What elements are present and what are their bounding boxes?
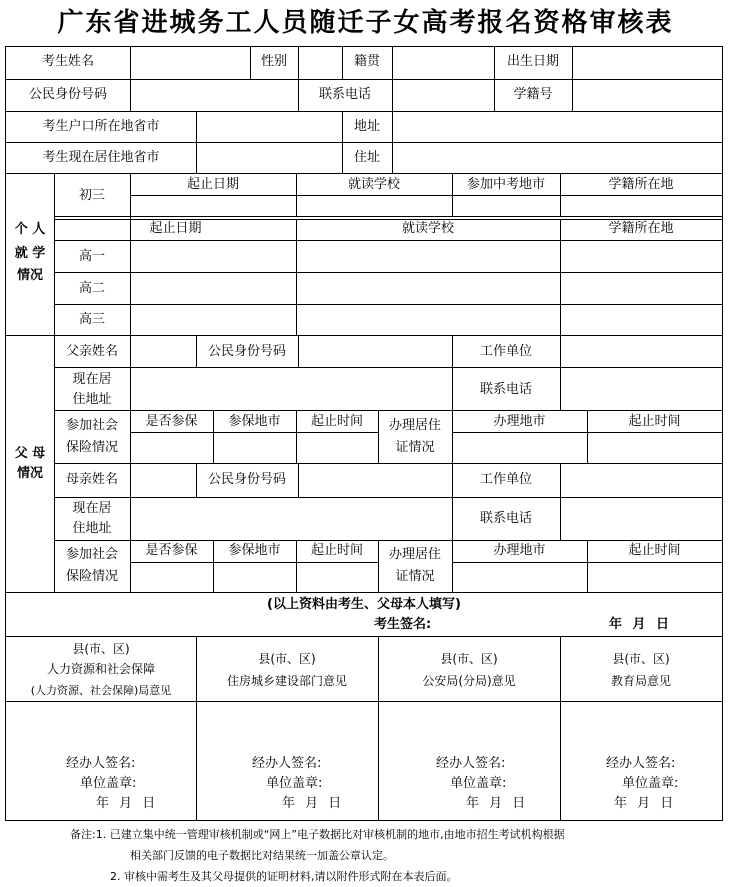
dept4-date: 年 月 日 [614,796,674,811]
grid-line [130,432,379,433]
dept1-handler: 经办人签名: [66,756,136,771]
grid-line [54,463,723,464]
senior-header-record-place: 学籍所在地 [608,221,674,236]
grid-line [5,636,723,637]
dept3-line2: 公安局(分局)意见 [422,674,516,688]
grid-line [5,142,723,143]
grid-line [54,497,723,498]
signature-date: 年 月 日 [609,617,670,632]
label-mother-permit-period: 起止时间 [628,543,681,558]
section-parents-line2: 情况 [16,466,43,481]
label-father-address-2: 住地址 [72,392,112,407]
label-senior-3: 高三 [78,312,105,327]
junior-header-record-place: 学籍所在地 [608,177,674,192]
dept4-line2: 教育局意见 [610,674,671,688]
form-title: 广东省进城务工人员随迁子女高考报名资格审核表 [57,8,674,38]
note-1-continued: 相关部门反馈的电子数据比对结果统一加盖公章认定。 [130,849,394,862]
label-name: 考生姓名 [41,54,94,69]
grid-line [54,540,723,541]
grid-line [54,410,723,411]
grid-line [392,111,393,174]
grid-line [5,173,723,174]
dept4-handler: 经办人签名: [606,756,676,771]
label-phone: 联系电话 [318,87,371,102]
label-mother-processing-city: 办理地市 [493,543,546,558]
dept2-handler: 经办人签名: [252,756,322,771]
note-2: 2. 审核中需考生及其父母提供的证明材料,请以附件形式附在本表后面。 [110,870,458,883]
dept3-seal: 单位盖章: [450,776,507,791]
label-mother-name: 母亲姓名 [65,472,118,487]
dept1-seal: 单位盖章: [80,776,137,791]
grid-line [54,272,723,273]
junior-header-school: 就读学校 [347,177,400,192]
label-gender: 性别 [260,54,287,69]
label-father-permit-1: 办理居住 [388,418,441,433]
label-father-insured: 是否参保 [145,414,198,429]
grid-line [572,46,573,112]
grid-line [5,820,723,821]
grid-line [5,592,723,593]
label-mother-address-2: 住地址 [72,521,112,536]
label-mother-insurance-2: 保险情况 [65,569,118,584]
dept4-line1: 县(市、区) [612,652,670,666]
grid-line [5,111,723,112]
label-father-processing-city: 办理地市 [493,414,546,429]
dept1-line1: 县(市、区) [72,642,130,656]
grid-line [54,367,723,368]
senior-header-period: 起止日期 [149,221,202,236]
grid-line [54,219,723,220]
label-student-number: 学籍号 [513,87,553,102]
dept2-line2: 住房城乡建设部门意见 [226,674,347,688]
label-mother-work-unit: 工作单位 [479,472,532,487]
label-native-place: 籍贯 [353,54,380,69]
signature-label: 考生签名: [374,617,432,632]
dept1-line2: 人力资源和社会保障 [46,662,155,676]
grid-line [5,46,723,47]
label-mother-id: 公民身份号码 [207,472,286,487]
label-birth-date: 出生日期 [506,54,559,69]
label-father-period: 起止时间 [310,414,363,429]
label-father-insurance-1: 参加社会 [65,418,118,433]
grid-line [560,463,561,541]
label-id-number: 公民身份号码 [28,87,107,102]
junior-header-period: 起止日期 [186,177,239,192]
label-mother-insured: 是否参保 [145,543,198,558]
junior-header-exam-city: 参加中考地市 [466,177,545,192]
grid-line [130,195,723,196]
dept1-line3: (人力资源、社会保障)局意见 [30,684,172,697]
grid-line [54,240,723,241]
dept4-seal: 单位盖章: [622,776,679,791]
label-senior-2: 高二 [78,281,105,296]
label-father-address-1: 现在居 [72,372,112,387]
label-hukou-location: 考生户口所在地省市 [42,119,160,134]
grid-line [54,304,723,305]
label-father-phone: 联系电话 [479,382,532,397]
section-study-line1: 个 人 [14,222,46,237]
grid-line [5,79,723,80]
label-residence-location: 考生现在居住地省市 [42,150,160,165]
label-mother-insurance-1: 参加社会 [65,547,118,562]
label-junior-3: 初三 [78,188,105,203]
label-senior-1: 高一 [78,249,105,264]
label-mother-permit-1: 办理居住 [388,547,441,562]
dept1-date: 年 月 日 [96,796,156,811]
label-residence-address: 住址 [353,150,380,165]
section-study-line3: 情况 [16,268,43,283]
label-address: 地址 [353,119,380,134]
label-father-insurance-2: 保险情况 [65,440,118,455]
label-mother-phone: 联系电话 [479,511,532,526]
label-father-insured-city: 参保地市 [228,414,281,429]
dept3-line1: 县(市、区) [440,652,498,666]
grid-line [560,335,561,411]
dept2-line1: 县(市、区) [258,652,316,666]
note-1: 备注:1. 已建立集中统一管理审核机制或“网上”电子数据比对审核机制的地市,由地市招生考试机构根据 [70,828,565,841]
label-father-id: 公民身份号码 [207,344,286,359]
label-mother-period: 起止时间 [310,543,363,558]
grid-line [722,46,723,821]
grid-line [298,335,299,368]
dept3-date: 年 月 日 [466,796,526,811]
grid-line [5,335,723,336]
label-mother-insured-city: 参保地市 [228,543,281,558]
grid-line [298,463,299,498]
senior-header-school: 就读学校 [401,221,454,236]
section-parents-line1: 父 母 [14,446,46,461]
dept2-seal: 单位盖章: [266,776,323,791]
filled-by-note: (以上资料由考生、父母本人填写) [267,597,461,612]
dept2-date: 年 月 日 [282,796,342,811]
grid-line [130,562,379,563]
label-mother-permit-2: 证情况 [395,569,435,584]
grid-line [196,111,197,174]
grid-line [130,173,131,336]
section-study-line2: 就 学 [14,246,46,261]
grid-line [54,216,723,217]
label-father-name: 父亲姓名 [65,344,118,359]
label-father-permit-2: 证情况 [395,440,435,455]
dept3-handler: 经办人签名: [436,756,506,771]
grid-line [5,701,723,702]
label-father-permit-period: 起止时间 [628,414,681,429]
label-father-work-unit: 工作单位 [479,344,532,359]
label-mother-address-1: 现在居 [72,501,112,516]
grid-line [130,46,131,112]
grid-line [392,46,393,112]
